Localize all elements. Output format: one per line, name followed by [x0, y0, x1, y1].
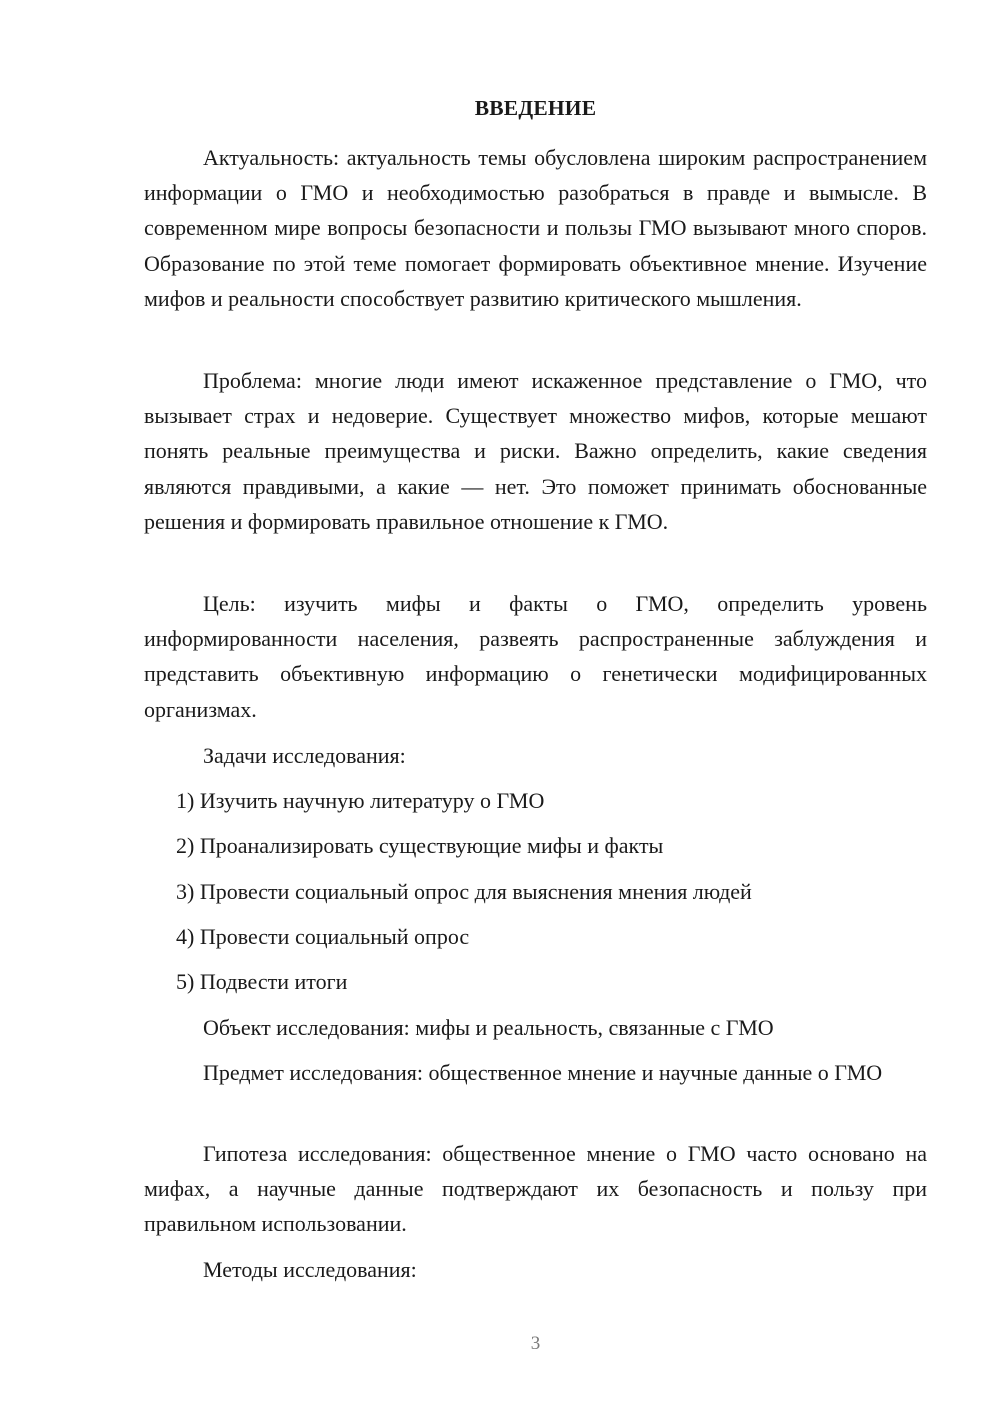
document-page [144, 0, 927, 1414]
relevance-paragraph: Актуальность: актуальность темы обусловлена широким распространением информации о ГМО и необходимостью разобраться в правде и вымысле. В современном мире вопросы безопасности и пользы ГМО вызывают много споров. Образование по этой теме помогает формировать объективное мнение. Изучение мифов и реальности способствует развитию критического мышления. [144, 145, 927, 311]
goal-paragraph: Цель: изучить мифы и факты о ГМО, определить уровень информированности населения, развеять распространенные заблуждения и представить объективную информацию о генетически модифицированных организмах. [144, 591, 927, 722]
problem-paragraph: Проблема: многие люди имеют искаженное представление о ГМО, что вызывает страх и недоверие. Существует множество мифов, которые мешают понять реальные преимущества и риски. Важно определить, какие сведения являются правдивыми, а какие — нет. Это поможет принимать обоснованные решения и формировать правильное отношение к ГМО. [144, 368, 927, 534]
methods-title: Методы исследования: [203, 1257, 417, 1282]
tasks-title: Задачи исследования: [203, 743, 406, 768]
task-item-5: 5) Подвести итоги [176, 969, 348, 994]
task-item-4: 4) Провести социальный опрос [176, 924, 470, 949]
page-number: 3 [530, 1333, 541, 1354]
section-heading: ВВЕДЕНИЕ [474, 96, 597, 120]
task-item-2: 2) Проанализировать существующие мифы и факты [176, 833, 664, 858]
object-paragraph: Объект исследования: мифы и реальность, связанные с ГМО [203, 1015, 774, 1040]
task-item-1: 1) Изучить научную литературу о ГМО [176, 788, 545, 813]
hypothesis-paragraph: Гипотеза исследования: общественное мнение о ГМО часто основано на мифах, а научные данные подтверждают их безопасность и пользу при правильном использовании. [144, 1141, 927, 1237]
task-item-3: 3) Провести социальный опрос для выяснения мнения людей [176, 879, 752, 904]
subject-paragraph: Предмет исследования: общественное мнение и научные данные о ГМО [203, 1060, 883, 1085]
